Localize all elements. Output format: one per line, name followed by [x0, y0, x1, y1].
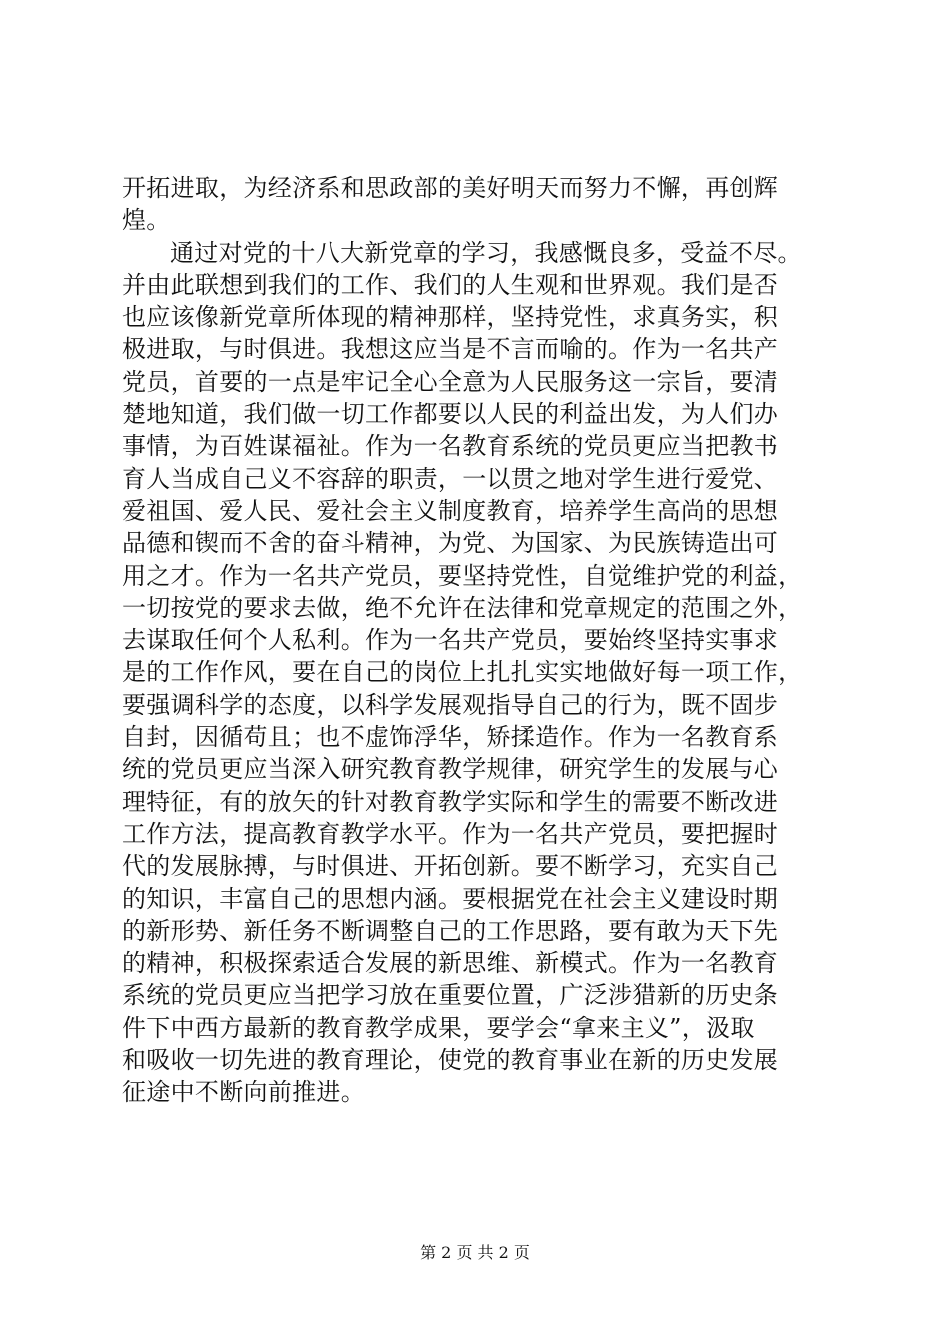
- text-line: 自封，因循苟且；也不虚饰浮华，矫揉造作。作为一名教育系: [122, 723, 779, 752]
- text-line: 和吸收一切先进的教育理论，使党的教育事业在新的历史发展: [122, 1046, 779, 1075]
- text-line: 征途中不断向前推进。: [122, 1078, 365, 1107]
- text-line: 事情，为百姓谋福祉。作为一名教育系统的党员更应当把教书: [122, 432, 779, 461]
- text-line: 理特征，有的放矢的针对教育教学实际和学生的需要不断改进: [122, 787, 779, 816]
- text-line: 育人当成自己义不容辞的职责，一以贯之地对学生进行爱党、: [122, 464, 779, 493]
- body-text: [122, 172, 842, 1109]
- text-line: 并由此联想到我们的工作、我们的人生观和世界观。我们是否: [122, 270, 779, 299]
- text-line: 代的发展脉搏，与时俱进、开拓创新。要不断学习，充实自己: [122, 852, 779, 881]
- page-number-footer: 第 2 页 共 2 页: [420, 1243, 530, 1262]
- text-line: 极进取，与时俱进。我想这应当是不言而喻的。作为一名共产: [122, 335, 779, 364]
- text-line: 开拓进取，为经济系和思政部的美好明天而努力不懈，再创辉: [122, 174, 779, 202]
- text-line: 的知识，丰富自己的思想内涵。要根据党在社会主义建设时期: [122, 884, 779, 913]
- text-line: 的精神，积极探索适合发展的新思维、新模式。作为一名教育: [122, 949, 779, 978]
- text-line: 工作方法，提高教育教学水平。作为一名共产党员，要把握时: [122, 819, 779, 848]
- text-line: 的新形势、新任务不断调整自己的工作思路，要有敢为天下先: [122, 916, 779, 945]
- text-line: 品德和锲而不舍的奋斗精神，为党、为国家、为民族铸造出可: [122, 529, 779, 558]
- text-line: 要强调科学的态度，以科学发展观指导自己的行为，既不固步: [122, 690, 779, 719]
- text-line: 用之才。作为一名共产党员，要坚持党性，自觉维护党的利益，: [122, 561, 803, 590]
- text-line: 统的党员更应当深入研究教育教学规律，研究学生的发展与心: [122, 755, 779, 784]
- text-line: 是的工作作风，要在自己的岗位上扎扎实实地做好每一项工作，: [122, 658, 803, 687]
- text-line: 爱祖国、爱人民、爱社会主义制度教育，培养学生高尚的思想: [122, 496, 779, 525]
- text-line: 系统的党员更应当把学习放在重要位置，广泛涉猎新的历史条: [122, 981, 779, 1010]
- text-line: 党员，首要的一点是牢记全心全意为人民服务这一宗旨，要清: [122, 367, 779, 396]
- text-line: 煌。: [122, 206, 171, 235]
- text-line: 件下中西方最新的教育教学成果，要学会“拿来主义”，汲取: [122, 1013, 755, 1042]
- text-line: 一切按党的要求去做，绝不允许在法律和党章规定的范围之外，: [122, 593, 803, 622]
- text-line: 去谋取任何个人私利。作为一名共产党员，要始终坚持实事求: [122, 626, 779, 655]
- text-line: 楚地知道，我们做一切工作都要以人民的利益出发，为人们办: [122, 400, 779, 429]
- paragraph-start-line: 通过对党的十八大新党章的学习，我感慨良多，受益不尽。: [170, 238, 802, 267]
- text-line: 也应该像新党章所体现的精神那样，坚持党性，求真务实，积: [122, 303, 779, 332]
